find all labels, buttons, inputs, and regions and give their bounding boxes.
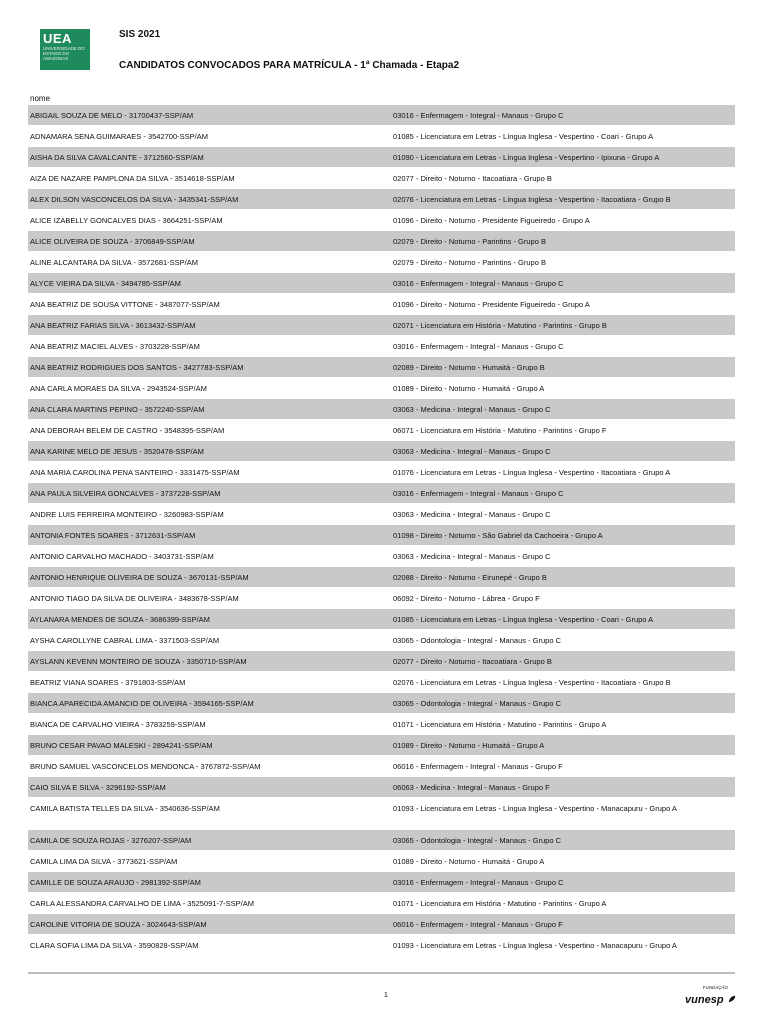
candidate-name: AYSLANN KEVENN MONTEIRO DE SOUZA - 3350710-SSP/AM (30, 657, 247, 666)
candidate-name: AISHA DA SILVA CAVALCANTE - 3712560-SSP/AM (30, 153, 204, 162)
candidate-name: ANA CARLA MORAES DA SILVA - 2943524-SSP/AM (30, 384, 207, 393)
candidate-name: ALICE OLIVEIRA DE SOUZA - 3706849-SSP/AM (30, 237, 195, 246)
table-row (28, 189, 735, 210)
candidate-name: BEATRIZ VIANA SOARES - 3791803-SSP/AM (30, 678, 186, 687)
candidate-name: ANA MARIA CAROLINA PENA SANTEIRO - 3331475-SSP/AM (30, 468, 240, 477)
candidate-course: 03063 - Medicina - Integral - Manaus - Grupo C (393, 552, 551, 561)
table-row (28, 525, 735, 546)
candidate-name: ADNAMARA SENA GUIMARAES - 3542700-SSP/AM (30, 132, 208, 141)
table-row (28, 830, 735, 851)
candidate-name: ANA KARINE MELO DE JESUS - 3520478-SSP/AM (30, 447, 204, 456)
candidate-course: 03063 - Medicina - Integral - Manaus - Grupo C (393, 405, 551, 414)
candidate-name: ANDRE LUIS FERREIRA MONTEIRO - 3260983-SSP/AM (30, 510, 224, 519)
table-bottom-divider (28, 972, 735, 974)
table-row (28, 630, 735, 651)
vunesp-logo (672, 985, 736, 1006)
candidate-course: 01096 - Direito - Noturno - Presidente Figueiredo - Grupo A (393, 216, 590, 225)
table-row (28, 935, 735, 967)
candidate-course: 01085 - Licenciatura em Letras - Língua Inglesa - Vespertino - Coari - Grupo A (393, 132, 654, 141)
candidate-course: 03065 - Odontologia - Integral - Manaus - Grupo C (393, 699, 562, 708)
candidate-name: CAMILA DE SOUZA ROJAS - 3276207-SSP/AM (30, 836, 192, 845)
document-title: SIS 2021 (119, 29, 161, 40)
table-row (28, 126, 735, 147)
candidate-course: 03065 - Odontologia - Integral - Manaus - Grupo C (393, 636, 562, 645)
table-row (28, 872, 735, 893)
candidate-course: 06063 - Medicina - Integral - Manaus - Grupo F (393, 783, 550, 792)
candidate-name: ABIGAIL SOUZA DE MELO - 31700437-SSP/AM (30, 111, 194, 120)
candidate-name: AYSHA CAROLLYNE CABRAL LIMA - 3371503-SSP/AM (30, 636, 220, 645)
candidate-course: 03016 - Enfermagem - Integral - Manaus - Grupo C (393, 111, 564, 120)
vunesp-foundation-label: FUNDAÇÃO (702, 985, 728, 990)
table-row (28, 336, 735, 357)
table-row (28, 294, 735, 315)
candidate-name: ALYCE VIEIRA DA SILVA - 3494785-SSP/AM (30, 279, 181, 288)
candidate-name: ALICE IZABELLY GONCALVES DIAS - 3664251-SSP/AM (30, 216, 223, 225)
table-row (28, 609, 735, 630)
candidate-course: 06016 - Enfermagem - Integral - Manaus - Grupo F (393, 762, 563, 771)
table-row (28, 504, 735, 525)
candidate-course: 03065 - Odontologia - Integral - Manaus - Grupo C (393, 836, 562, 845)
table-row (28, 567, 735, 588)
candidate-name: ANTONIA FONTES SOARES - 3712631-SSP/AM (30, 531, 196, 540)
candidate-name: BRUNO SAMUEL VASCONCELOS MENDONCA - 3767872-SSP/AM (30, 762, 261, 771)
candidate-course: 06092 - Direito - Noturno - Lábrea - Grupo F (393, 594, 540, 603)
candidate-name: ANA CLARA MARTINS PEPINO - 3572240-SSP/AM (30, 405, 205, 414)
candidate-course: 02088 - Direito - Noturno - Eirunepé - Grupo B (393, 573, 547, 582)
candidate-name: CLARA SOFIA LIMA DA SILVA - 3590828-SSP/AM (30, 941, 199, 950)
candidate-course: 01071 - Licenciatura em História - Matutino - Parintins - Grupo A (393, 720, 607, 729)
logo-text: UNIVERSIDADE DO ESTADO DO AMAZONAS (43, 46, 85, 61)
table-row (28, 378, 735, 399)
table-row (28, 798, 735, 830)
table-row (28, 462, 735, 483)
table-row (28, 315, 735, 336)
table-row (28, 735, 735, 756)
candidate-name: ANA BEATRIZ MACIEL ALVES - 3703228-SSP/AM (30, 342, 200, 351)
candidate-course: 03016 - Enfermagem - Integral - Manaus - Grupo C (393, 489, 564, 498)
candidate-name: CAMILA LIMA DA SILVA - 3773621-SSP/AM (30, 857, 178, 866)
table-row (28, 777, 735, 798)
candidate-name: ALINE ALCANTARA DA SILVA - 3572681-SSP/AM (30, 258, 198, 267)
candidate-name: BIANCA APARECIDA AMANCIO DE OLIVEIRA - 3594165-SSP/AM (30, 699, 254, 708)
candidate-name: ANA BEATRIZ DE SOUSA VITTONE - 3487077-SSP/AM (30, 300, 220, 309)
candidate-course: 02089 - Direito - Noturno - Humaitá - Grupo B (393, 363, 545, 372)
table-row (28, 714, 735, 735)
candidate-course: 03063 - Medicina - Integral - Manaus - Grupo C (393, 447, 551, 456)
candidate-course: 03063 - Medicina - Integral - Manaus - Grupo C (393, 510, 551, 519)
candidate-name: ANTONIO CARVALHO MACHADO - 3403731-SSP/AM (30, 552, 214, 561)
table-row (28, 210, 735, 231)
candidate-course: 01090 - Licenciatura em Letras - Língua Inglesa - Vespertino - Ipixuna - Grupo A (393, 153, 660, 162)
document-subtitle: CANDIDATOS CONVOCADOS PARA MATRÍCULA - 1ª Chamada - Etapa2 (119, 60, 460, 71)
table-row (28, 105, 735, 126)
table-row (28, 588, 735, 609)
table-row (28, 756, 735, 777)
candidate-name: CAMILLE DE SOUZA ARAUJO - 2981392-SSP/AM (30, 878, 201, 887)
candidate-name: ALEX DILSON VASCONCELOS DA SILVA - 3435341-SSP/AM (30, 195, 239, 204)
candidate-name: ANA DEBORAH BELEM DE CASTRO - 3548395-SSP/AM (30, 426, 225, 435)
table-row (28, 851, 735, 872)
candidate-course: 06016 - Enfermagem - Integral - Manaus - Grupo F (393, 920, 563, 929)
candidate-name: CAIO SILVA E SILVA - 3296192-SSP/AM (30, 783, 166, 792)
candidate-name: CAROLINE VITORIA DE SOUZA - 3024643-SSP/AM (30, 920, 207, 929)
candidate-course: 03016 - Enfermagem - Integral - Manaus - Grupo C (393, 342, 564, 351)
candidate-course: 01071 - Licenciatura em História - Matutino - Parintins - Grupo A (393, 899, 607, 908)
table-row (28, 441, 735, 462)
candidate-course: 02076 - Licenciatura em Letras - Língua Inglesa - Vespertino - Itacoatiara - Grupo B (393, 195, 671, 204)
candidate-course: 01093 - Licenciatura em Letras - Língua Inglesa - Vespertino - Manacapuru - Grupo A (393, 941, 677, 950)
candidate-name: BRUNO CESAR PAVAO MALESKI - 2894241-SSP/AM (30, 741, 213, 750)
candidate-course: 01085 - Licenciatura em Letras - Língua Inglesa - Vespertino - Coari - Grupo A (393, 615, 654, 624)
logo-mark: UEA (43, 31, 72, 46)
candidate-name: AIZA DE NAZARE PAMPLONA DA SILVA - 3514618-SSP/AM (30, 174, 235, 183)
table-row (28, 252, 735, 273)
candidate-course: 01089 - Direito - Noturno - Humaitá - Grupo A (393, 384, 545, 393)
candidate-name: AYLANARA MENDES DE SOUZA - 3686399-SSP/AM (30, 615, 210, 624)
table-row (28, 893, 735, 914)
table-row (28, 420, 735, 441)
candidate-course: 01089 - Direito - Noturno - Humaitá - Grupo A (393, 857, 545, 866)
candidate-name: BIANCA DE CARVALHO VIEIRA - 3783259-SSP/AM (30, 720, 206, 729)
candidate-course: 02079 - Direito - Noturno - Parintins - Grupo B (393, 258, 546, 267)
uea-logo (40, 29, 90, 70)
table-row (28, 168, 735, 189)
table-row (28, 651, 735, 672)
table-row (28, 693, 735, 714)
candidate-name: ANA PAULA SILVEIRA GONCALVES - 3737228-SSP/AM (30, 489, 221, 498)
candidate-name: ANA BEATRIZ FARIAS SILVA - 3613432-SSP/AM (30, 321, 196, 330)
column-header-nome: nome (30, 94, 51, 103)
candidate-course: 02077 - Direito - Noturno - Itacoatiara - Grupo B (393, 174, 552, 183)
candidate-course: 02071 - Licenciatura em História - Matutino - Parintins - Grupo B (393, 321, 607, 330)
candidate-name: ANA BEATRIZ RODRIGUES DOS SANTOS - 3427783-SSP/AM (30, 363, 244, 372)
candidate-name: CAMILA BATISTA TELLES DA SILVA - 3540636-SSP/AM (30, 804, 220, 813)
vunesp-wordmark: vunesp (685, 994, 724, 1006)
candidate-course: 01098 - Direito - Noturno - São Gabriel da Cachoeira - Grupo A (393, 531, 603, 540)
candidate-course: 01093 - Licenciatura em Letras - Língua Inglesa - Vespertino - Manacapuru - Grupo A (393, 804, 677, 813)
table-row (28, 231, 735, 252)
candidate-course: 03016 - Enfermagem - Integral - Manaus - Grupo C (393, 878, 564, 887)
table-row (28, 147, 735, 168)
candidate-course: 02079 - Direito - Noturno - Parintins - Grupo B (393, 237, 546, 246)
candidate-course: 01089 - Direito - Noturno - Humaitá - Grupo A (393, 741, 545, 750)
table-row (28, 914, 735, 935)
table-row (28, 483, 735, 504)
candidate-course: 02076 - Licenciatura em Letras - Língua Inglesa - Vespertino - Itacoatiara - Grupo B (393, 678, 671, 687)
table-row (28, 399, 735, 420)
candidate-name: ANTONIO HENRIQUE OLIVEIRA DE SOUZA - 3670131-SSP/AM (30, 573, 249, 582)
table-row (28, 357, 735, 378)
page-number: 1 (384, 992, 388, 999)
candidate-name: ANTONIO TIAGO DA SILVA DE OLIVEIRA - 3483678-SSP/AM (30, 594, 239, 603)
candidate-course: 01096 - Direito - Noturno - Presidente Figueiredo - Grupo A (393, 300, 590, 309)
candidate-name: CARLA ALESSANDRA CARVALHO DE LIMA - 3525091-7-SSP/AM (30, 899, 254, 908)
table-row (28, 546, 735, 567)
table-row (28, 672, 735, 693)
candidate-course: 02077 - Direito - Noturno - Itacoatiara - Grupo B (393, 657, 552, 666)
candidate-course: 06071 - Licenciatura em História - Matutino - Parintins - Grupo F (393, 426, 607, 435)
candidate-course: 03016 - Enfermagem - Integral - Manaus - Grupo C (393, 279, 564, 288)
candidate-course: 01076 - Licenciatura em Letras - Língua Inglesa - Vespertino - Itacoatiara - Grupo A (393, 468, 671, 477)
candidates-table (28, 105, 735, 967)
leaf-icon (728, 995, 736, 1003)
table-row (28, 273, 735, 294)
